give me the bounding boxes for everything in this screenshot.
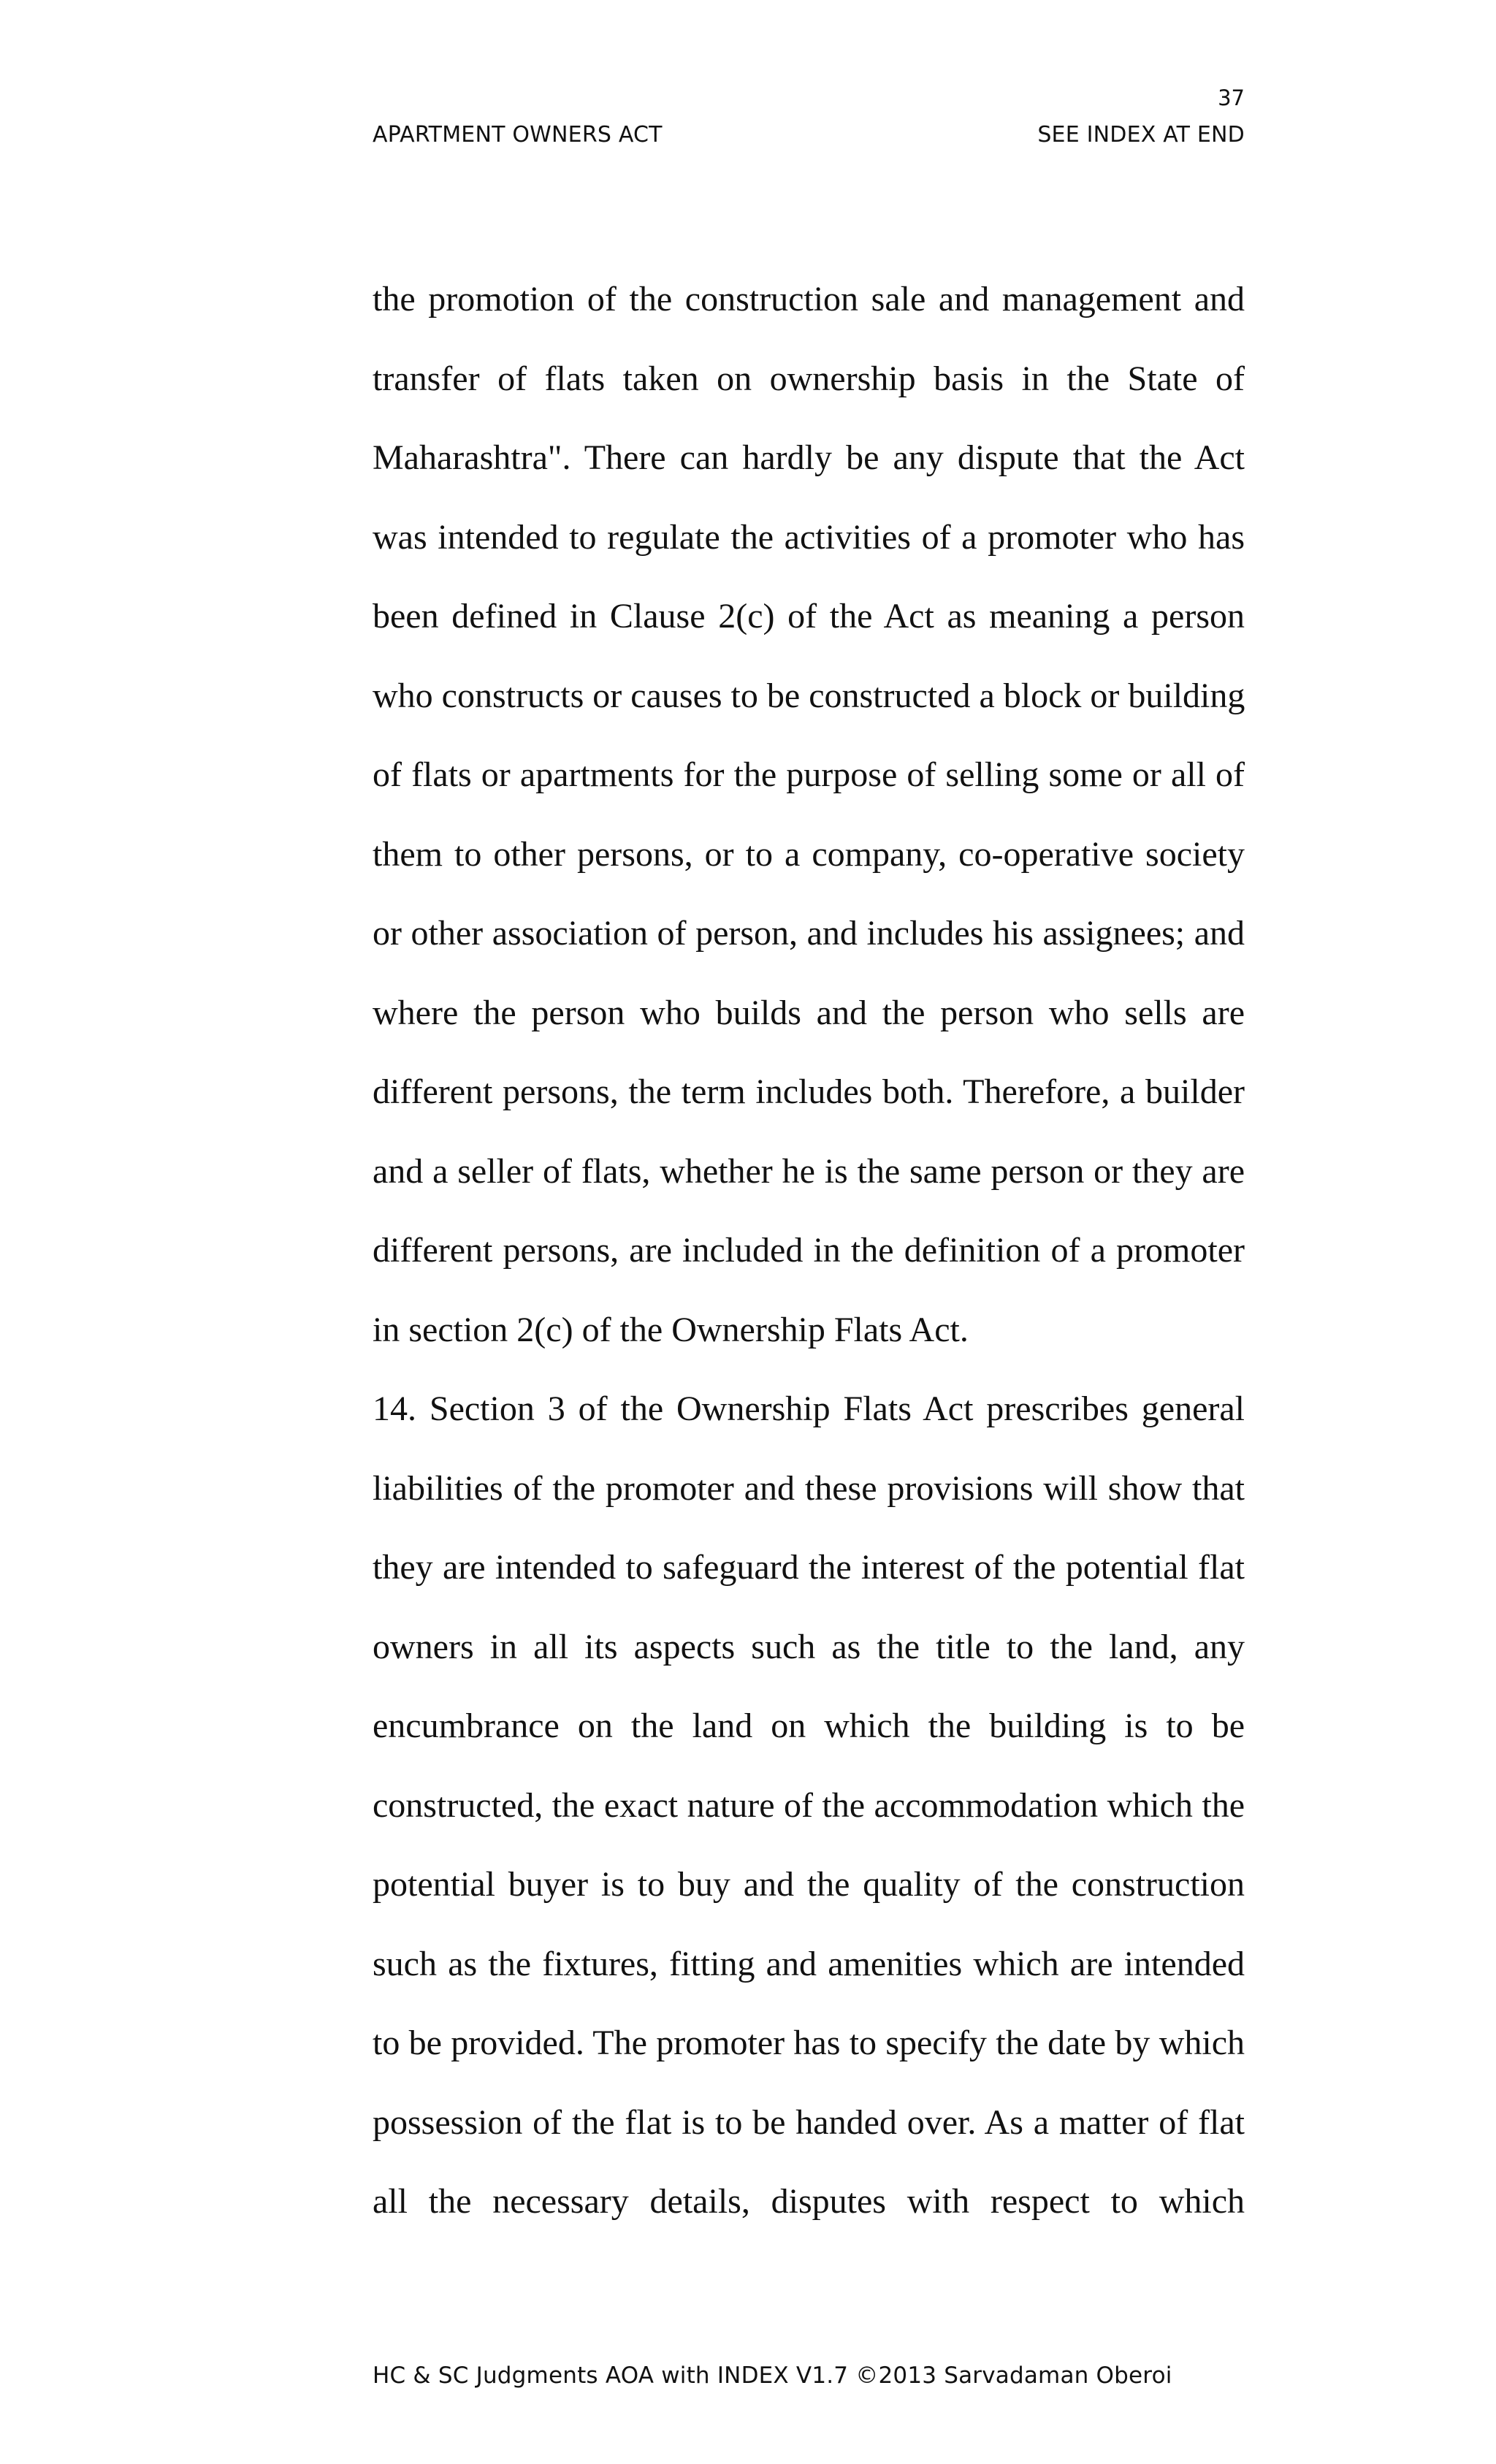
text-line: different persons, the term includes both. Therefore, a builder <box>373 1072 1245 1111</box>
text-line: in section 2(c) of the Ownership Flats Act. <box>373 1310 969 1349</box>
text-line: constructed, the exact nature of the accommodation which the <box>373 1785 1245 1825</box>
running-header-title: APARTMENT OWNERS ACT <box>373 122 663 148</box>
text-line: where the person who builds and the person who sells are <box>373 993 1245 1032</box>
text-line: 14. Section 3 of the Ownership Flats Act prescribes general <box>373 1389 1245 1428</box>
text-line: or other association of person, and includes his assignees; and <box>373 914 1245 953</box>
text-line: was intended to regulate the activities of a promoter who has <box>373 517 1245 557</box>
text-line: who constructs or causes to be constructed a block or building <box>373 676 1245 715</box>
text-line: and a seller of flats, whether he is the same person or they are <box>373 1151 1245 1191</box>
page-number: 37 <box>1218 85 1245 110</box>
text-line: transfer of flats taken on ownership basis in the State of <box>373 359 1245 398</box>
text-line: the promotion of the construction sale and management and <box>373 280 1245 319</box>
text-line: owners in all its aspects such as the title to the land, any <box>373 1627 1245 1666</box>
running-header-index-note: SEE INDEX AT END <box>1037 122 1245 148</box>
text-line: to be provided. The promoter has to specify the date by which <box>373 2024 1245 2062</box>
text-line: Maharashtra". There can hardly be any dispute that the Act <box>373 438 1245 477</box>
page-footer: HC & SC Judgments AOA with INDEX V1.7 ©2013 Sarvadaman Oberoi <box>373 2362 1172 2389</box>
text-line: encumbrance on the land on which the building is to be <box>373 1706 1245 1745</box>
text-line: them to other persons, or to a company, co-operative society <box>373 834 1245 874</box>
text-line: potential buyer is to buy and the quality of the construction <box>373 1865 1245 1904</box>
text-line: they are intended to safeguard the interest of the potential flat <box>373 1548 1245 1587</box>
body-text <box>373 260 1245 2242</box>
text-line: liabilities of the promoter and these provisions will show that <box>373 1468 1245 1508</box>
text-line: been defined in Clause 2(c) of the Act as meaning a person <box>373 597 1245 636</box>
text-line: of flats or apartments for the purpose of selling some or all of <box>373 755 1245 794</box>
text-line: all the necessary details, disputes with respect to which <box>373 2182 1245 2221</box>
text-line: possession of the flat is to be handed over. As a matter of flat <box>373 2102 1245 2142</box>
text-line: different persons, are included in the definition of a promoter <box>373 1231 1245 1270</box>
text-line: such as the fixtures, fitting and amenities which are intended <box>373 1944 1245 1983</box>
